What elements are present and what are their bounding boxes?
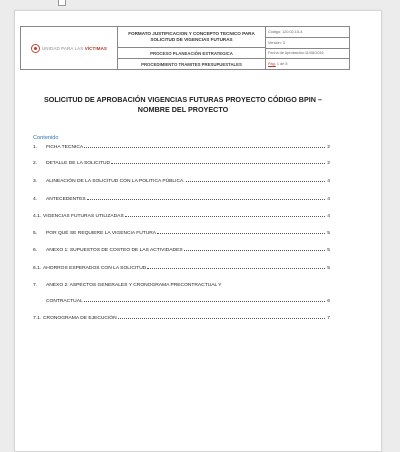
page-field: Pág. 1 de 5 <box>268 62 288 67</box>
toc-entry[interactable] <box>33 313 330 321</box>
toc-entry-number: 7. <box>33 283 38 288</box>
toc-entry[interactable] <box>33 228 330 236</box>
toc-entry[interactable] <box>33 245 330 253</box>
toc-entry[interactable] <box>33 158 330 166</box>
toc-entry-label: VIGENCIAS FUTURAS UTILIZADAS <box>43 214 124 219</box>
toc-heading: Contenido <box>33 135 59 141</box>
dot-leader <box>87 198 325 200</box>
toc-entry-label: POR QUÉ SE REQUIERE LA VIGENCIA FUTURA <box>46 231 157 236</box>
toc-entry-page: 4 <box>327 197 330 202</box>
toc-entry-number: 6.1. <box>33 266 42 271</box>
version-field: Versión: 3 <box>266 38 349 49</box>
toc-entry-number: 6. <box>33 248 38 253</box>
unidad-victimas-logo <box>31 44 107 53</box>
dot-leader <box>84 146 325 148</box>
toc-entry-page: 7 <box>327 316 330 321</box>
seal-icon <box>31 44 40 53</box>
toc-entry[interactable] <box>33 263 330 271</box>
toc-entry-label: DETALLE DE LA SOLICITUD <box>46 161 111 166</box>
toc-entry[interactable] <box>33 280 330 288</box>
toc-entry[interactable] <box>33 211 330 219</box>
approval-date-field: Fecha de Aprobación:11/08/2016 <box>266 49 349 60</box>
toc-entry-label: CONTRACTUAL <box>46 299 83 304</box>
toc-entry-number: 3. <box>33 179 38 184</box>
toc-entry-page: 2 <box>327 161 330 166</box>
logo-cell <box>21 27 118 69</box>
toc-entry-number: 5. <box>33 231 38 236</box>
toc-entry-number: 4. <box>33 197 38 202</box>
toc-entry-label: ANTECEDENTES <box>46 197 86 202</box>
toc-entry-number: 2. <box>33 161 38 166</box>
document-header-table <box>20 26 350 70</box>
toc-entry-continued[interactable] <box>33 296 330 304</box>
dot-leader <box>147 267 325 269</box>
toc-entry-label: CRONOGRAMA DE EJECUCIÓN <box>43 316 117 321</box>
toc-entry[interactable] <box>33 176 330 184</box>
dot-leader <box>125 215 325 217</box>
toc-entry-number: 1. <box>33 145 38 150</box>
header-titles <box>118 27 266 69</box>
procedure-label: PROCEDIMIENTO TRAMITES PRESUPUESTALES <box>141 61 242 67</box>
toc-entry-page: 2 <box>327 145 330 150</box>
toc-entry-label: AHORROS ESPERADOS CON LA SOLICITUD <box>43 266 147 271</box>
toc-entry-label: ANEXO 1: SUPUESTOS DE COSTEO DE LAS ACTIVIDADES <box>46 248 183 253</box>
toc-entry-label: ALINEACIÓN DE LA SOLICITUD CON LA POLITICA PÚBLICA. <box>46 179 185 184</box>
header-meta <box>266 27 349 69</box>
logo-text: UNIDAD PARA LAS VÍCTIMAS <box>41 45 108 51</box>
dot-leader <box>118 317 325 319</box>
toc-entry-number: 4.1. <box>33 214 42 219</box>
dot-leader <box>84 300 325 302</box>
window-marker-icon <box>58 0 66 6</box>
toc-entry-page: 4 <box>327 179 330 184</box>
toc-entry-page: 5 <box>327 248 330 253</box>
dot-leader <box>186 180 325 182</box>
dot-leader <box>184 249 325 251</box>
dot-leader <box>111 162 325 164</box>
toc-entry-page: 5 <box>327 231 330 236</box>
dot-leader <box>157 232 325 234</box>
document-title: SOLICITUD DE APROBACIÓN VIGENCIAS FUTURAS PROYECTO CÓDIGO BPIN –NOMBRE DEL PROYECTO <box>44 95 322 114</box>
toc-entry-page: 6 <box>327 299 330 304</box>
format-title: FORMATO JUSTIFICACION Y CONCEPTO TECNICO PARA SOLICITUD DE VIGENCIAS FUTURAS <box>118 27 265 48</box>
process-label: PROCESO PLANEACIÓN ESTRATEGICA <box>118 48 265 59</box>
toc-entry-page: 5 <box>327 266 330 271</box>
code-field: Código: 120.02.15-4 <box>266 27 349 38</box>
toc-entry-number: 7.1. <box>33 316 42 321</box>
toc-entry-label: FICHA TECNICA <box>46 145 84 150</box>
toc-entry-page: 4 <box>327 214 330 219</box>
toc-entry-label: ANEXO 2: ASPECTOS GENERALES Y CRONOGRAMA PRECONTRACTUAL Y <box>46 283 222 288</box>
toc-entry[interactable] <box>33 194 330 202</box>
toc-entry[interactable] <box>33 142 330 150</box>
